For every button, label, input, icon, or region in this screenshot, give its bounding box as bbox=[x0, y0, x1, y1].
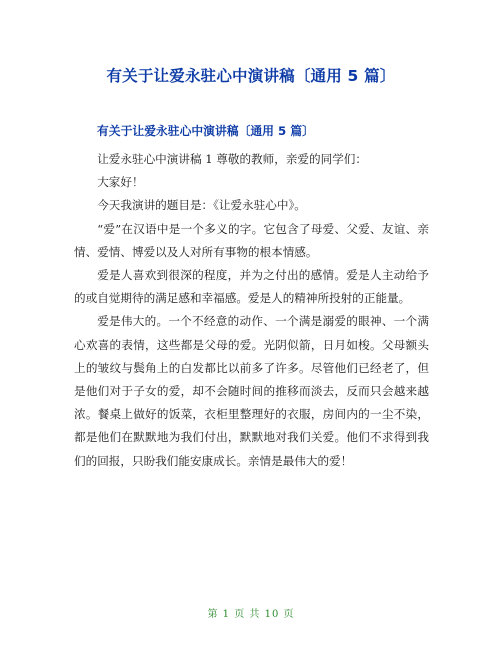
section-heading: 有关于让爱永驻心中演讲稿〔通用 5 篇〕 bbox=[97, 124, 314, 138]
paragraph-salutation: 让爱永驻心中演讲稿 1 尊敬的教师，亲爱的同学们： bbox=[97, 152, 367, 166]
paragraph-topic: 今天我演讲的题目是：《让爱永驻心中》。 bbox=[97, 198, 306, 213]
paragraph-greeting: 大家好！ bbox=[97, 175, 144, 190]
paragraph-definition: “爱”在汉语中是一个多义的字。它包含了母爱、父爱、友谊、亲情、爱情、博爱以及人对所有事物的根本情感。 bbox=[74, 221, 429, 259]
document-body bbox=[74, 148, 429, 473]
document-title: 有关于让爱永驻心中演讲稿〔通用 5 篇〕 bbox=[106, 67, 396, 85]
page-indicator: 第 1 页 共 10 页 bbox=[207, 609, 295, 620]
paragraph-parental-love: 爱是伟大的。一个不经意的动作、一个满是溺爱的眼神、一个满心欢喜的表情，这些都是父母的爱。光阴似箭，日月如梭。父母额头上的皱纹与鬓角上的白发都比以前多了许多。尽管他们已经老了，但是他们对于子女的爱，却不会随时间的推移而淡去，反而只会越来越浓。餐桌上做好的饭菜，衣柜里整理好的衣服，房间内的一尘不染，都是他们在默默地为我们付出，默默地对我们关爱。他们不求得到我们的回报，只盼我们能安康成长。亲情是最伟大的爱！ bbox=[74, 314, 429, 468]
paragraph-love-meaning: 爱是人喜欢到很深的程度，并为之付出的感情。爱是人主动给予的或自觉期待的满足感和幸福感。爱是人的精神所投射的正能量。 bbox=[74, 268, 429, 306]
